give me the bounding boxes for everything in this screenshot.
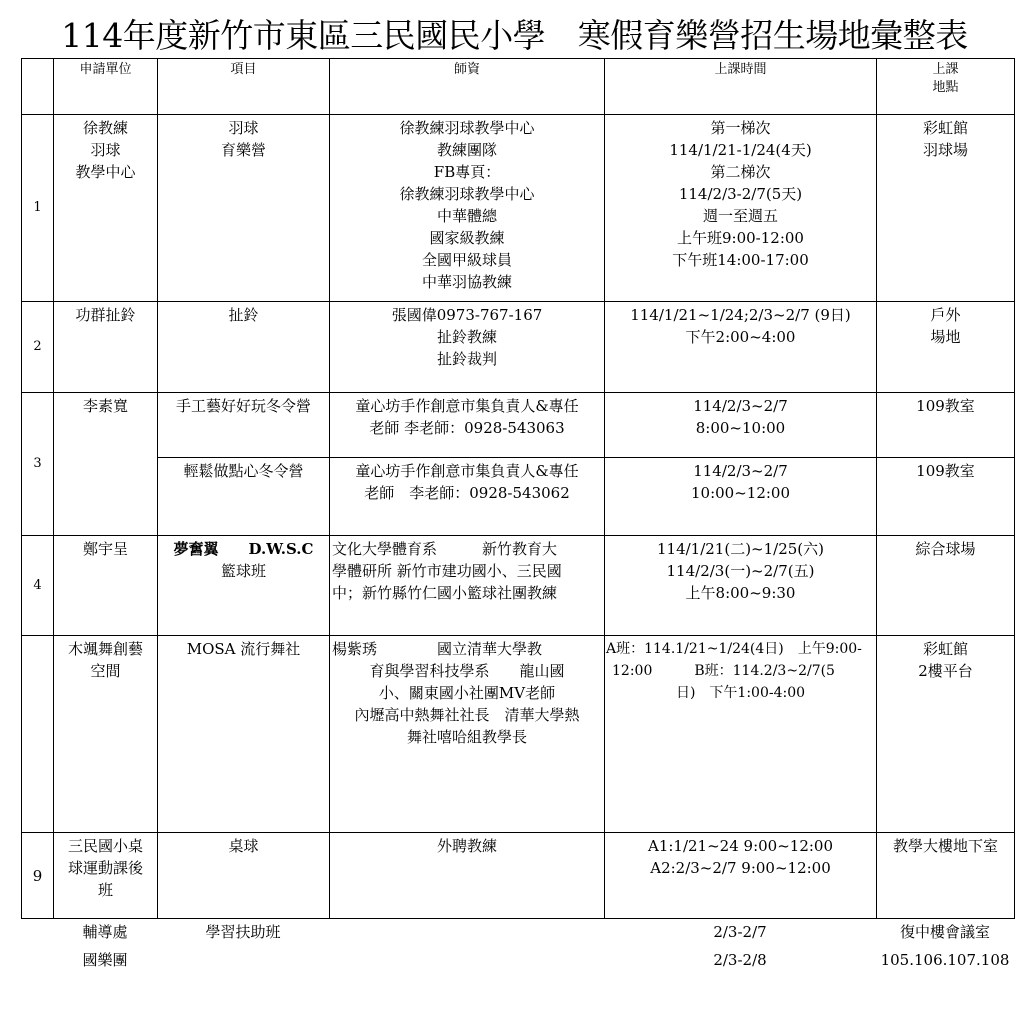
cell-time: [605, 636, 877, 833]
text-line: 12:00 B班：114.2/3~2/7(5: [612, 663, 835, 679]
text-line: 球運動課後: [67, 859, 143, 877]
text-line: 戶外: [930, 306, 961, 324]
text-line: 扯鈴教練: [436, 328, 497, 346]
text-line: 籃球班: [220, 562, 266, 580]
text-line: 內壢高中熱舞社社長 清華大學熱: [354, 706, 580, 724]
cell-teacher: [330, 536, 605, 636]
footer-teacher: [329, 946, 604, 974]
cell-item: [158, 115, 330, 302]
header-num: [22, 59, 54, 115]
cell-teacher: [330, 115, 605, 302]
text-line: 114/1/21-1/24(4天): [669, 141, 812, 159]
row-number: 9: [22, 833, 54, 919]
text-line: 114/1/21(二)~1/25(六): [656, 540, 825, 558]
text-line: 學體研所 新竹市建功國小、三民國: [332, 562, 562, 580]
text-line: 第二梯次: [710, 163, 771, 181]
footer-unit: 國樂團: [82, 951, 128, 969]
cell-place: 109教室: [877, 458, 1015, 536]
text-line: 全國甲級球員: [421, 251, 512, 269]
cell-unit: [54, 115, 158, 302]
cell-teacher: [330, 302, 605, 393]
text-line: 三民國小桌: [67, 837, 143, 855]
cell-item: 輕鬆做點心冬令營: [158, 458, 330, 536]
cell-item: [158, 536, 330, 636]
text-line: 114/2/3-2/7(5天): [678, 185, 803, 203]
row-number: 3: [22, 393, 54, 536]
table-row: [22, 393, 1015, 458]
row-number: 4: [22, 536, 54, 636]
header-place-line: 上課: [932, 62, 959, 77]
text-line: 教學中心: [75, 163, 136, 181]
text-line: 張國偉0973-767-167: [391, 306, 543, 324]
cell-unit: 李素寬: [54, 393, 158, 536]
text-line: 扯鈴裁判: [436, 350, 497, 368]
cell-item: MOSA 流行舞社: [158, 636, 330, 833]
cell-place: [877, 302, 1015, 393]
text-line: 羽球: [228, 119, 259, 137]
text-line: 老師 李老師：0928-543063: [369, 419, 565, 437]
footer-row: [21, 918, 1014, 946]
text-line: 班: [97, 881, 113, 899]
text-line: 上午班9:00-12:00: [677, 229, 804, 247]
cell-unit: [54, 833, 158, 919]
text-line: 114/1/21~1/24;2/3~2/7 (9日): [630, 306, 851, 324]
cell-unit: [54, 636, 158, 833]
header-place: [877, 59, 1015, 115]
text-line: 國家級教練: [429, 229, 505, 247]
cell-time: [605, 115, 877, 302]
header-item: 項目: [158, 59, 330, 115]
table-row: [22, 458, 1015, 536]
header-place-line: 地點: [932, 80, 959, 95]
text-line: 2樓平台: [918, 662, 973, 680]
cell-item: 桌球: [158, 833, 330, 919]
cell-time: [605, 833, 877, 919]
row-number: 2: [22, 302, 54, 393]
schedule-table: [21, 58, 1015, 919]
text-line: 楊紫琇 國立清華大學教: [332, 640, 543, 658]
text-line: 114/2/3~2/7: [693, 397, 788, 415]
cell-teacher: [330, 458, 605, 536]
text-line: 童心坊手作創意市集負責人&專任: [355, 462, 579, 480]
table-row: [22, 302, 1015, 393]
page-title: 114年度新竹市東區三民國民小學 寒假育樂營招生場地彙整表: [61, 16, 968, 55]
row-number: 1: [22, 115, 54, 302]
text-line: 下午班14:00-17:00: [672, 251, 809, 269]
text-line: 育樂營: [220, 141, 266, 159]
text-line: 中華羽協教練: [421, 273, 512, 291]
text-line: 週一至週五: [702, 207, 778, 225]
text-line: A班：114.1/21~1/24(4日) 上午9:00-: [606, 641, 862, 657]
cell-teacher: 外聘教練: [330, 833, 605, 919]
text-line: 中；新竹縣竹仁國小籃球社團教練: [332, 584, 558, 602]
cell-place: [877, 115, 1015, 302]
table-row: [22, 636, 1015, 833]
cell-place: [877, 636, 1015, 833]
cell-unit: 功群扯鈴: [54, 302, 158, 393]
text-line: 場地: [930, 328, 961, 346]
footer-teacher: [329, 918, 604, 946]
cell-teacher: [330, 393, 605, 458]
cell-teacher: [330, 636, 605, 833]
text-line: 木颯舞創藝: [67, 640, 143, 658]
text-line: 10:00~12:00: [690, 484, 791, 502]
table-row: [22, 115, 1015, 302]
text-line: 中華體總: [436, 207, 497, 225]
cell-item: 扯鈴: [158, 302, 330, 393]
text-line: 空間: [90, 662, 121, 680]
footer-num: [21, 918, 53, 946]
footer-row: [21, 946, 1014, 974]
text-line: 文化大學體育系 新竹教育大: [332, 540, 558, 558]
text-line: 彩虹館: [922, 640, 968, 658]
table-row: [22, 536, 1015, 636]
text-line: 日) 下午1:00-4:00: [675, 685, 806, 701]
header-unit: 申請單位: [54, 59, 158, 115]
text-line: 徐教練: [82, 119, 128, 137]
text-line: 夢𡚒翼 D.W.S.C: [173, 540, 314, 558]
cell-time: [605, 536, 877, 636]
text-line: 114/2/3~2/7: [693, 462, 788, 480]
text-line: 羽球場: [922, 141, 968, 159]
footer-place: 復中樓會議室: [899, 923, 990, 941]
text-line: FB專頁：: [433, 163, 501, 181]
text-line: 育與學習科技學系 龍山國: [369, 662, 565, 680]
text-line: 徐教練羽球教學中心: [399, 185, 535, 203]
text-line: 114/2/3(一)~2/7(五): [666, 562, 815, 580]
text-line: A1:1/21~24 9:00~12:00: [647, 837, 834, 855]
row-number: [22, 636, 54, 833]
cell-place: 109教室: [877, 393, 1015, 458]
cell-place: 教學大樓地下室: [877, 833, 1015, 919]
footer-num: [21, 946, 53, 974]
footer-time: 2/3-2/8: [713, 951, 767, 969]
cell-place: 綜合球場: [877, 536, 1015, 636]
cell-time: [605, 393, 877, 458]
header-time: 上課時間: [605, 59, 877, 115]
text-line: 上午8:00~9:30: [685, 584, 796, 602]
footer-unit: 輔導處: [82, 923, 128, 941]
table-row: [22, 833, 1015, 919]
text-line: 舞社嘻哈組教學長: [406, 728, 527, 746]
cell-unit: 鄭宇呈: [54, 536, 158, 636]
text-line: 童心坊手作創意市集負責人&專任: [355, 397, 579, 415]
cell-item: 手工藝好好玩冬令營: [158, 393, 330, 458]
text-line: 老師 李老師：0928-543062: [364, 484, 570, 502]
text-line: 徐教練羽球教學中心: [399, 119, 535, 137]
text-line: 第一梯次: [710, 119, 771, 137]
table-header-row: [22, 59, 1015, 115]
text-line: 8:00~10:00: [695, 419, 786, 437]
footer-item: [157, 946, 329, 974]
header-teacher: 師資: [330, 59, 605, 115]
cell-time: [605, 302, 877, 393]
cell-time: [605, 458, 877, 536]
text-line: 教練團隊: [436, 141, 497, 159]
text-line: 羽球: [90, 141, 121, 159]
text-line: 彩虹館: [922, 119, 968, 137]
footer-time: 2/3-2/7: [713, 923, 767, 941]
text-line: 下午2:00~4:00: [685, 328, 796, 346]
text-line: A2:2/3~2/7 9:00~12:00: [650, 859, 831, 877]
footer-table: [21, 918, 1014, 974]
footer-place: 105.106.107.108: [880, 951, 1010, 969]
footer-item: 學習扶助班: [205, 923, 281, 941]
text-line: 小、關東國小社團MV老師: [378, 684, 556, 702]
